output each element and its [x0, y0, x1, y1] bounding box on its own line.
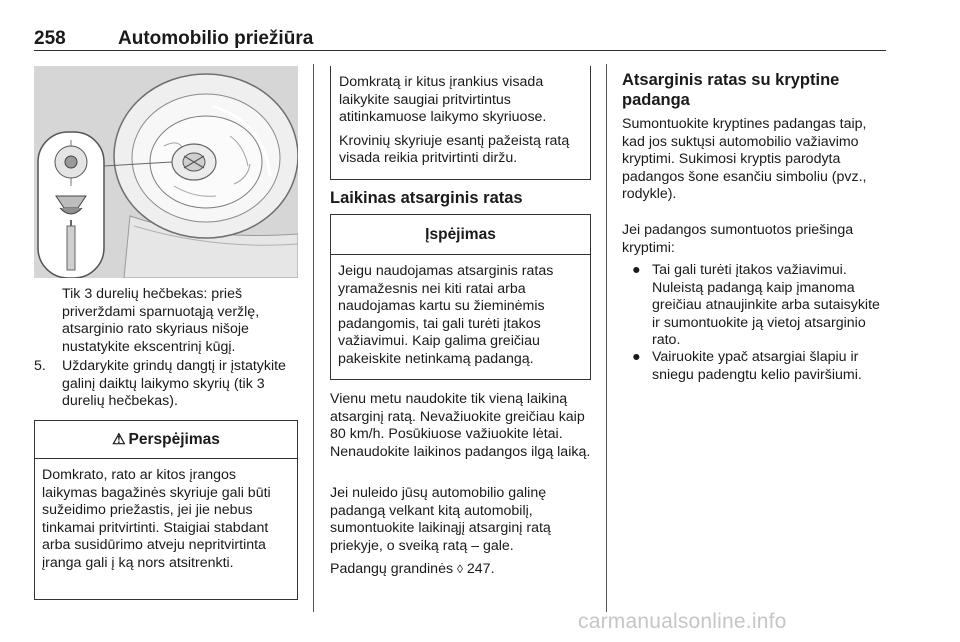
page-reference-link[interactable]: 247.	[466, 561, 495, 577]
caution-header: Įspėjimas	[331, 215, 590, 255]
caution-text: Jeigu naudojamas atsarginis ratas yramažesnis nei kiti ratai arba naudojamas kartu su žieminėmis padangomis, tai gali turėti įtakos važiavimui. Kaip galima greičiau pakeiskite netinkamą padangą.	[338, 263, 554, 367]
warning-box-storage	[34, 420, 298, 600]
section-title-directional-tyre: Atsarginis ratas su kryptine padanga	[622, 71, 840, 109]
caution-box	[330, 214, 591, 380]
bullet-text: Tai gali turėti įtakos važiavimui. Nuleistą padangą kaip įmanoma greičiau atnaujinkite arba sutaisykite ir sumontuokite ją vietoj atsarginio rato.	[652, 262, 880, 349]
page-header	[34, 22, 886, 52]
bullet-text: Vairuokite ypač atsargiai šlapiu ir sniegu padengtu kelio paviršiumi.	[652, 349, 862, 383]
note-paragraph-2: Krovinių skyriuje esantį pažeistą ratą visada reikia pritvirtinti diržu.	[339, 132, 570, 167]
spare-wheel-drawing	[34, 66, 298, 278]
paragraph-one-spare-only: Vienu metu naudokite tik vieną laikiną atsarginį ratą. Nevažiuokite greičiau kaip 80 km/h. Posūkiuose važiuokite lėtai. Nenaudokite laikinos padangos ilgą laiką.	[330, 391, 591, 460]
column-divider-left	[313, 64, 314, 612]
note-paragraph-1: Domkratą ir kitus įrankius visada laikykite saugiai pritvirtintus atitinkamuose laikymo skyriuose.	[339, 74, 547, 126]
watermark: carmanualsonline.info	[578, 610, 787, 633]
warning-text: Domkrato, rato ar kitos įrangos laikymas bagažinės skyriuje gali būti sužeidimo priežastis, jei jie nebus tinkamai pritvirtinti. Staigiai stabdant arba susidūrimo atveju nepritvirtinta įranga gali į ką nors atsitrenkti.	[42, 467, 271, 571]
warning-header	[35, 421, 297, 459]
spare-wheel-illustration	[34, 66, 298, 278]
bullet-icon: ●	[632, 262, 641, 278]
warning-title: Perspėjimas	[128, 431, 220, 448]
paragraph-opposite-direction: Jei padangos sumontuotos priešinga kryptimi:	[622, 222, 854, 256]
step-5-text: Uždarykite grindų dangtį ir įstatykite galinį daiktų laikymo skyrių (tik 3 durelių hečbekas).	[62, 358, 286, 410]
step-4-continuation: Tik 3 durelių hečbekas: prieš priverždami sparnuotąją veržlę, atsarginio rato skyriaus nišoje nustatykite ekscentrinį kūgį.	[62, 286, 260, 355]
bullet-icon: ●	[632, 349, 641, 365]
warning-triangle-icon: ⚠	[112, 431, 126, 448]
paragraph-snow-chains	[330, 561, 598, 579]
paragraph-towing: Jei nuleido jūsų automobilio galinę padangą velkant kitą automobilį, sumontuokite laikinąjį atsarginį ratą priekyje, o sveiką ratą – gale.	[330, 485, 551, 554]
paragraph-directional-mounting: Sumontuokite kryptines padangas taip, kad jos suktųsi automobilio važiavimo kryptimi. Sukimosi kryptis parodyta padangos šone esančiu simboliu (pvz., rodykle).	[622, 116, 867, 203]
column-divider-right	[606, 64, 607, 612]
page-number: 258	[34, 28, 66, 49]
snow-chains-text: Padangų grandinės	[330, 561, 454, 577]
page-title: Automobilio priežiūra	[118, 28, 314, 49]
step-5-number: 5.	[34, 358, 46, 374]
warning-box-continuation	[330, 66, 591, 180]
page-reference-icon: ◊	[457, 562, 463, 576]
section-title-temporary-spare: Laikinas atsarginis ratas	[330, 189, 523, 207]
header-rule	[34, 50, 886, 51]
